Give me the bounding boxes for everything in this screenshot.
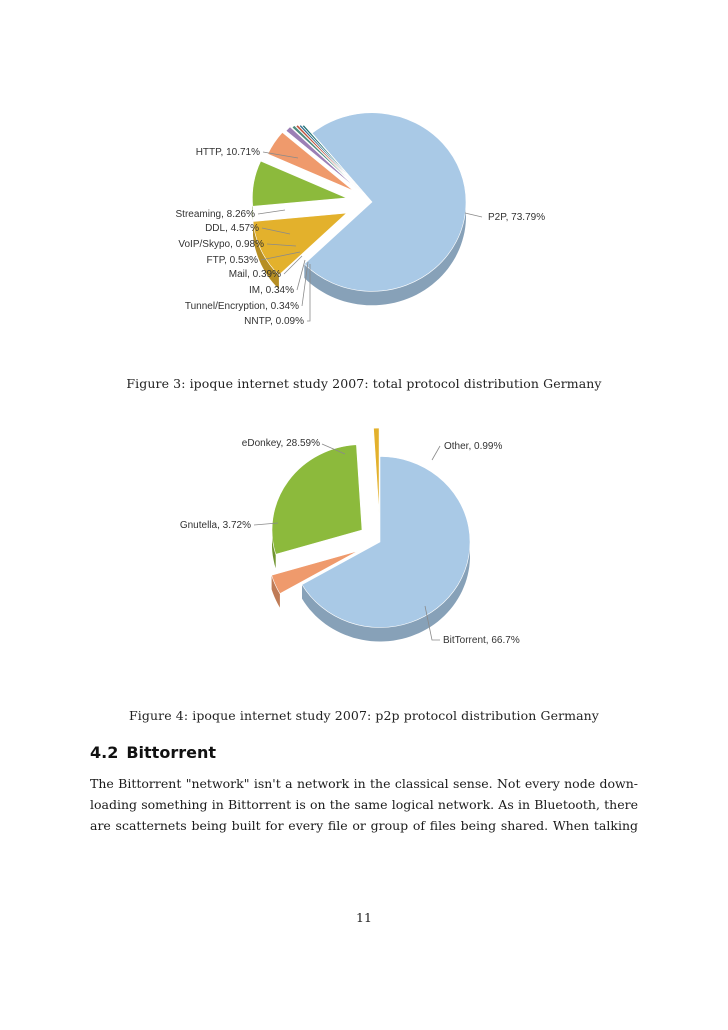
leader-line-streaming — [258, 210, 285, 214]
body-line: are scatternets being built for every file or group of files being shared. When talking — [90, 818, 638, 833]
body-line: The Bittorrent "network" isn't a network in the classical sense. Not every node down- — [90, 776, 638, 791]
slice-label-streaming: Streaming, 8.26% — [175, 209, 255, 220]
slice-label-mail: Mail, 0.39% — [228, 269, 281, 280]
slice-label-http: HTTP, 10.71% — [195, 147, 260, 158]
section-body — [90, 773, 638, 836]
figure-3-pie — [252, 113, 466, 306]
slice-label-other: Other, 0.99% — [444, 441, 503, 452]
slice-label-bittorrent: BitTorrent, 66.7% — [443, 635, 520, 646]
slice-other — [374, 428, 380, 514]
slice-label-nntp: NNTP, 0.09% — [244, 316, 304, 327]
figure-4-caption: Figure 4: ipoque internet study 2007: p2p protocol distribution Germany — [129, 708, 599, 723]
slice-edonkey — [272, 445, 362, 555]
slice-label-ddl: DDL, 4.57% — [205, 223, 259, 234]
section-number: 4.2 — [90, 743, 119, 762]
section-title: Bittorrent — [126, 743, 216, 762]
slice-label-edonkey: eDonkey, 28.59% — [241, 438, 320, 449]
section-heading — [90, 743, 216, 762]
slice-label-p2p: P2P, 73.79% — [488, 212, 546, 223]
leader-line-other — [432, 446, 440, 460]
figure-4-pie-chart — [0, 420, 728, 660]
leader-line-p2p — [465, 213, 482, 217]
page-number: 11 — [356, 910, 372, 925]
slice-label-tunnel: Tunnel/Encryption, 0.34% — [184, 301, 299, 312]
slice-label-im: IM, 0.34% — [248, 285, 294, 296]
figure-4-pie — [272, 428, 470, 642]
figure-3-pie-chart — [0, 110, 728, 340]
slice-label-gnutella: Gnutella, 3.72% — [179, 520, 251, 531]
slice-label-ftp: FTP, 0.53% — [206, 255, 258, 266]
body-line: loading something in Bittorrent is on the same logical network. As in Bluetooth, there — [90, 797, 638, 812]
leader-line-im — [297, 260, 305, 290]
slice-label-voip: VoIP/Skypo, 0.98% — [178, 239, 264, 250]
figure-3-caption: Figure 3: ipoque internet study 2007: total protocol distribution Germany — [126, 376, 602, 391]
